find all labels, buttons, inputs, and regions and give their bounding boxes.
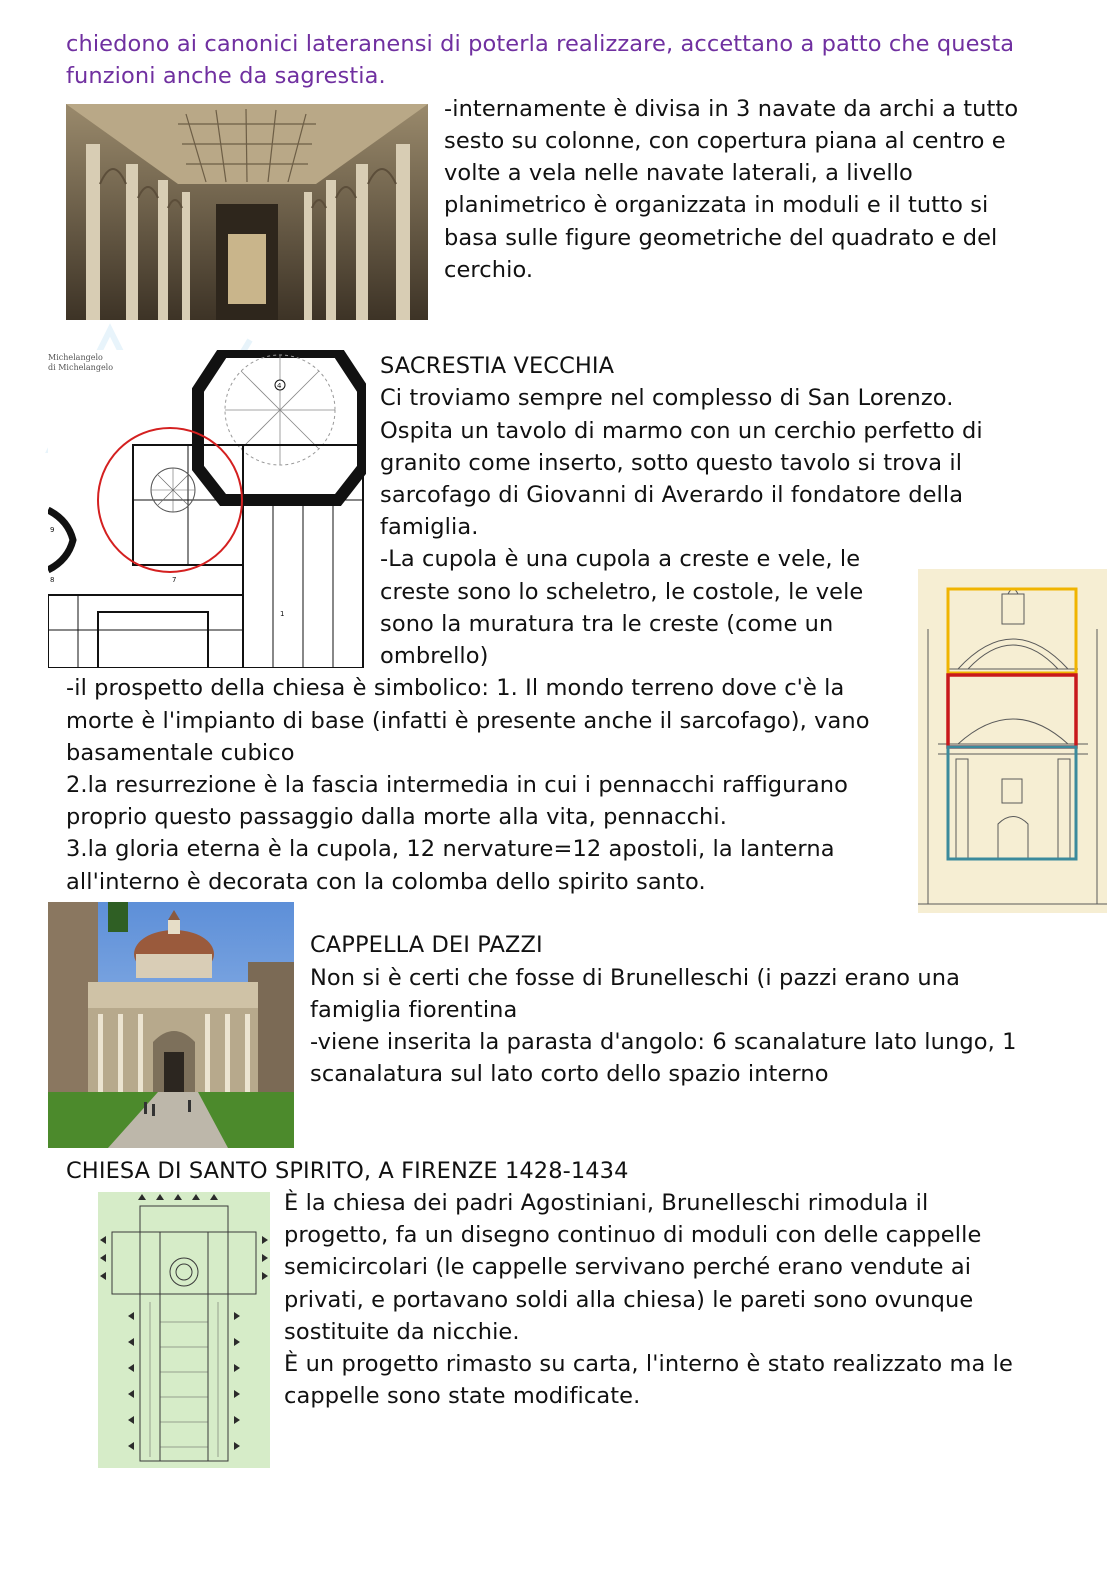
interior-text-line: -internamente è divisa in 3 navate da archi a tutto <box>444 96 1019 122</box>
intro-line: funzioni anche da sagrestia. <box>66 63 386 89</box>
santo-spirito-line: semicircolari (le cappelle servivano perché erano vendute ai <box>284 1254 972 1280</box>
prospetto-line: proprio questo passaggio dalla morte alla vita, pennacchi. <box>66 804 728 830</box>
sacrestia-line: famiglia. <box>380 514 479 540</box>
pazzi-line: scanalatura sul lato corto dello spazio interno <box>310 1061 829 1087</box>
santo-spirito-line: cappelle sono state modificate. <box>284 1383 641 1409</box>
plan-caption: Michelangelo <box>48 353 103 362</box>
santo-spirito-title: CHIESA DI SANTO SPIRITO, A FIRENZE 1428-1434 <box>66 1158 629 1184</box>
pazzi-line: -viene inserita la parasta d'angolo: 6 scanalature lato lungo, 1 <box>310 1029 1017 1055</box>
plan-number: 9 <box>50 526 55 534</box>
sacrestia-line: sarcofago di Giovanni di Averardo il fondatore della <box>380 482 964 508</box>
prospetto-line: basamentale cubico <box>66 740 295 766</box>
sacrestia-line: Ospita un tavolo di marmo con un cerchio perfetto di <box>380 418 983 444</box>
plan-number: 8 <box>50 576 55 584</box>
santo-spirito-line: progetto, fa un disegno continuo di moduli con delle cappelle <box>284 1222 982 1248</box>
plan-number: 1 <box>280 610 285 618</box>
interior-text-line: basa sulle figure geometriche del quadrato e del <box>444 225 998 251</box>
sacrestia-line: sono la muratura tra le creste (come un <box>380 611 834 637</box>
pazzi-line: famiglia fiorentina <box>310 997 518 1023</box>
sacrestia-line: -La cupola è una cupola a creste e vele, le <box>380 546 861 572</box>
plan-number: 4 <box>277 382 282 390</box>
santo-spirito-line: sostituite da nicchie. <box>284 1319 520 1345</box>
sacrestia-section-drawing <box>918 569 1107 913</box>
prospetto-line: -il prospetto della chiesa è simbolico: 1. Il mondo terreno dove c'è la <box>66 675 845 701</box>
interior-text-line: sesto su colonne, con copertura piana al centro e <box>444 128 1006 154</box>
prospetto-line: morte è l'impianto di base (infatti è presente anche il sarcofago), vano <box>66 708 870 734</box>
interior-text-line: volte a vela nelle navate laterali, a livello <box>444 160 913 186</box>
pazzi-line: Non si è certi che fosse di Brunelleschi (i pazzi erano una <box>310 965 960 991</box>
cappella-pazzi-photo <box>48 902 294 1148</box>
prospetto-line: 2.la resurrezione è la fascia intermedia in cui i pennacchi raffigurano <box>66 772 848 798</box>
interior-text-line: cerchio. <box>444 257 534 283</box>
san-lorenzo-interior-photo <box>66 104 428 320</box>
santo-spirito-line: privati, e portavano soldi alla chiesa) le pareti sono ovunque <box>284 1287 974 1313</box>
santo-spirito-line: È la chiesa dei padri Agostiniani, Brunelleschi rimodula il <box>284 1190 929 1216</box>
sacrestia-floor-plan <box>48 350 366 668</box>
santo-spirito-line: È un progetto rimasto su carta, l'interno è stato realizzato ma le <box>284 1351 1013 1377</box>
sacrestia-line: ombrello) <box>380 643 489 669</box>
intro-line: chiedono ai canonici lateranensi di poterla realizzare, accettano a patto che questa <box>66 31 1015 57</box>
prospetto-line: 3.la gloria eterna è la cupola, 12 nervature=12 apostoli, la lanterna <box>66 836 835 862</box>
santo-spirito-plan <box>98 1192 270 1468</box>
prospetto-line: all'interno è decorata con la colomba dello spirito santo. <box>66 869 706 895</box>
sacrestia-line: Ci troviamo sempre nel complesso di San Lorenzo. <box>380 385 954 411</box>
sacrestia-line: creste sono lo scheletro, le costole, le vele <box>380 579 864 605</box>
sacrestia-line: granito come inserto, sotto questo tavolo si trova il <box>380 450 963 476</box>
sacrestia-title: SACRESTIA VECCHIA <box>380 353 615 379</box>
pazzi-title: CAPPELLA DEI PAZZI <box>310 932 543 958</box>
interior-text-line: planimetrico è organizzata in moduli e il tutto si <box>444 192 989 218</box>
plan-caption: di Michelangelo <box>48 363 114 372</box>
plan-number: 7 <box>172 576 177 584</box>
